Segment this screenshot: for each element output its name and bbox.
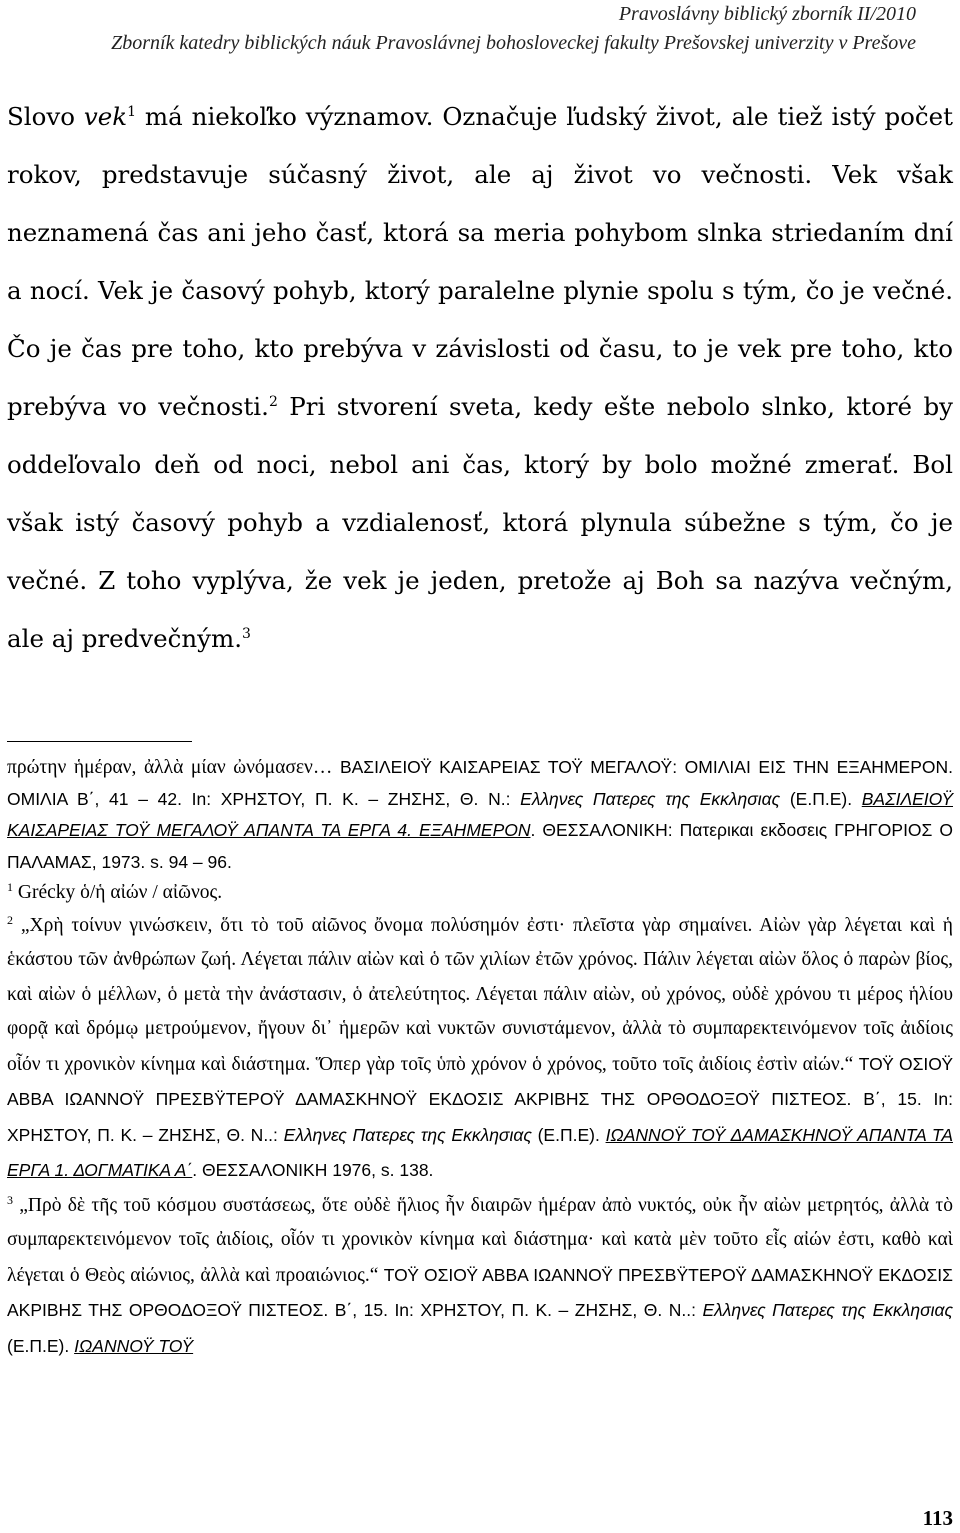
running-header: [111, 0, 916, 58]
footnote-2-source-1: ΤΟΫ ΟΣΙΟΫ ΑΒΒΑ ΙΩΑΝΝΟΫ ΠΡΕΣΒΫΤΕΡΟΫ ΔΑΜΑΣΚΗΝΟΫ ΕΚΔΟΣΙΣ ΑΚΡΙΒΗΣ ΤΗΣ ΟΡΘΟΔΟΞΟΫ ΠΙΣΤΕΟΣ. Β΄, 15. In: ΧΡΗΣΤΟΥ, Π. Κ. – ΖΗΣΗΣ, Θ. Ν..:: [7, 1053, 953, 1145]
cont-source-1: ΒΑΣΙΛΕΙΟΫ ΚΑΙΣΑΡΕΙΑΣ ΤΟΫ ΜΕΓΑΛΟΫ: ΟΜΙΛΙΑΙ ΕΙΣ ΤΗΝ ΕΞΑΗΜΕΡΟΝ. ΟΜΙΛΙΑ Β΄, 41 – 42. In: ΧΡΗΣΤΟΥ, Π. Κ. – ΖΗΣΗΣ, Θ. Ν.:: [7, 757, 953, 809]
footnote-2-source-3: . ΘΕΣΣΑΛΟΝΙΚΗ 1976, s. 138.: [192, 1160, 434, 1180]
footnotes: [7, 752, 953, 1364]
main-paragraph: [7, 88, 953, 668]
header-journal-title: Pravoslávny biblický zborník II/2010: [618, 3, 916, 25]
footnote-ref-1[interactable]: 1: [127, 104, 136, 120]
footnote-3-source-italic-2: ΙΩΑΝΝΟΫ ΤΟΫ: [74, 1335, 194, 1356]
footnote-3-source-italic-1: Ελληνες Πατερες της Εκκλησιας: [702, 1300, 954, 1320]
cont-source-3: . ΘΕΣΣΑΛΟΝΙΚΗ: Πατερικαι εκδοσεις ΓΡΗΓΟΡΙΟΣ Ο ΠΑΛΑΜΑΣ, 1973. s. 94 – 96.: [7, 820, 953, 872]
footnote-2-number: 2: [7, 912, 13, 927]
term-vek: vek: [83, 102, 128, 131]
cont-source-italic-2: ΒΑΣΙΛΕΙΟΫ ΚΑΙΣΑΡΕΙΑΣ ΤΟΫ ΜΕΓΑΛΟΫ ΑΠΑΝΤΑ ΤΑ ΕΡΓΑ 4. ΕΞΑΗΜΕΡΟΝ: [7, 788, 953, 840]
main-text-start: Slovo: [7, 102, 84, 131]
footnote-ref-3[interactable]: 3: [242, 626, 251, 642]
footnote-3-number: 3: [7, 1192, 13, 1207]
cont-source-italic-1: Ελληνες Πατερες της Εκκλησιας: [520, 788, 781, 809]
cont-source-2: (Ε.Π.Ε).: [780, 788, 862, 809]
cont-greek: πρώτην ἡμέραν, ἀλλὰ μίαν ὠνόμασεν…: [7, 757, 340, 778]
footnote-1-number: 1: [7, 880, 13, 894]
main-text-part2: Pri stvorení sveta, kedy ešte nebolo slnko, ktoré by oddeľovalo deň od noci, nebol ani čas, ktorý by bolo možné zmerať. Bol však istý časový pohyb a vzdialenosť, ktorá plynula súbežne s tým, čo je večné. Z toho vyplýva, že vek je jeden, pretože aj Boh sa nazýva večným, ale aj predvečným.: [7, 392, 953, 653]
footnote-3-source-1: ΤΟΫ ΟΣΙΟΫ ΑΒΒΑ ΙΩΑΝΝΟΫ ΠΡΕΣΒΫΤΕΡΟΫ ΔΑΜΑΣΚΗΝΟΫ ΕΚΔΟΣΙΣ ΑΚΡΙΒΗΣ ΤΗΣ ΟΡΘΟΔΟΞΟΫ ΠΙΣΤΕΟΣ. Β΄, 15. In: ΧΡΗΣΤΟΥ, Π. Κ. – ΖΗΣΗΣ, Θ. Ν..:: [7, 1264, 953, 1320]
footnote-2: [7, 909, 953, 1189]
footnote-2-greek: „Χρὴ τοίνυν γινώσκειν, ὅτι τὸ τοῦ αἰῶνος ὄνομα πολύσημόν ἐστι· πλεῖστα γὰρ σημαίνει. Αἰὼν γὰρ λέγεται καὶ ἡ ἑκάστου τῶν ἀνθρώπων ζωή. Λέγεται πάλιν αἰὼν καὶ ὁ τῶν χιλίων ἐτῶν χρόνος. Πάλιν λέγεται αἰὼν ὅλος ὁ παρὼν βίος, καὶ αἰὼν ὁ μέλλων, ὁ μετὰ τὴν ἀνάστασιν, ὁ ἀτελεύτητος. Λέγεται πάλιν αἰὼν, οὐ χρόνος, οὐδὲ χρόνου τι μέρος ἡλίου φορᾷ καὶ δρόμῳ μετρούμενον, ἤγουν δι᾿ ἡμερῶν καὶ νυκτῶν συνιστάμενον, ἀλλὰ τὸ συμπαρεκτεινόμενον τοῖς ἀιδίοις οἷόν τι χρονικὸν κίνημα καὶ διάστημα. Ὅπερ γὰρ τοῖς ὑπὸ χρόνον ὁ χρόνος, τοῦτο τοῖς ἀιδίοις ἐστὶν αἰών.“: [7, 914, 953, 1075]
footnote-1-text: Grécky ὁ/ἡ αἰών / αἰῶνος.: [13, 882, 223, 903]
footnote-separator: [7, 741, 192, 742]
footnote-2-source-italic-1: Ελληνες Πατερες της Εκκλησιας: [283, 1124, 532, 1145]
footnote-3: [7, 1189, 953, 1365]
footnote-3-source-2: (Ε.Π.Ε).: [7, 1335, 75, 1356]
main-text-part1: má niekoľko významov. Označuje ľudský život, ale tiež istý počet rokov, predstavuje súčasný život, ale aj život vo večnosti. Vek však neznamená čas ani jeho časť, ktorá sa meria pohybom slnka striedaním dní a nocí. Vek je časový pohyb, ktorý paralelne plynie spolu s tým, čo je večné. Čo je čas pre toho, kto prebýva v závislosti od času, to je vek pre toho, kto prebýva vo večnosti.: [7, 102, 953, 421]
footnote-1: [7, 878, 953, 909]
footnote-2-source-italic-2: ΙΩΑΝΝΟΫ ΤΟΫ ΔΑΜΑΣΚΗΝΟΫ ΑΠΑΝΤΑ ΤΑ ΕΡΓΑ 1. ΔΟΓΜΑΤΙΚΑ Α΄: [7, 1124, 953, 1180]
header-faculty-line: Zborník katedry biblických náuk Pravoslávnej bohosloveckej fakulty Prešovskej univerzity v Prešove: [111, 32, 916, 54]
footnote-continuation: [7, 752, 953, 878]
main-text: [7, 88, 953, 668]
footnote-3-greek: „Πρὸ δὲ τῆς τοῦ κόσμου συστάσεως, ὅτε οὐδὲ ἥλιος ἦν διαιρῶν ἡμέραν ἀπὸ νυκτός, οὐκ ἦν αἰὼν μετρητός, ἀλλὰ τὸ συμπαρεκτεινόμενον τοῖς ἀιδίοις, οἷόν τι χρονικὸν κίνημα καὶ διάστημα· καὶ κατὰ μὲν τοῦτο εἷς αἰών ἐστι, καθὸ καὶ λέγεται ὁ Θεὸς αἰώνιος, ἀλλὰ καὶ προαιώνιος.“: [7, 1194, 953, 1286]
footnote-ref-2[interactable]: 2: [268, 394, 278, 410]
footnote-2-source-2: (Ε.Π.Ε).: [531, 1124, 606, 1145]
page-number: 113: [922, 1506, 953, 1530]
